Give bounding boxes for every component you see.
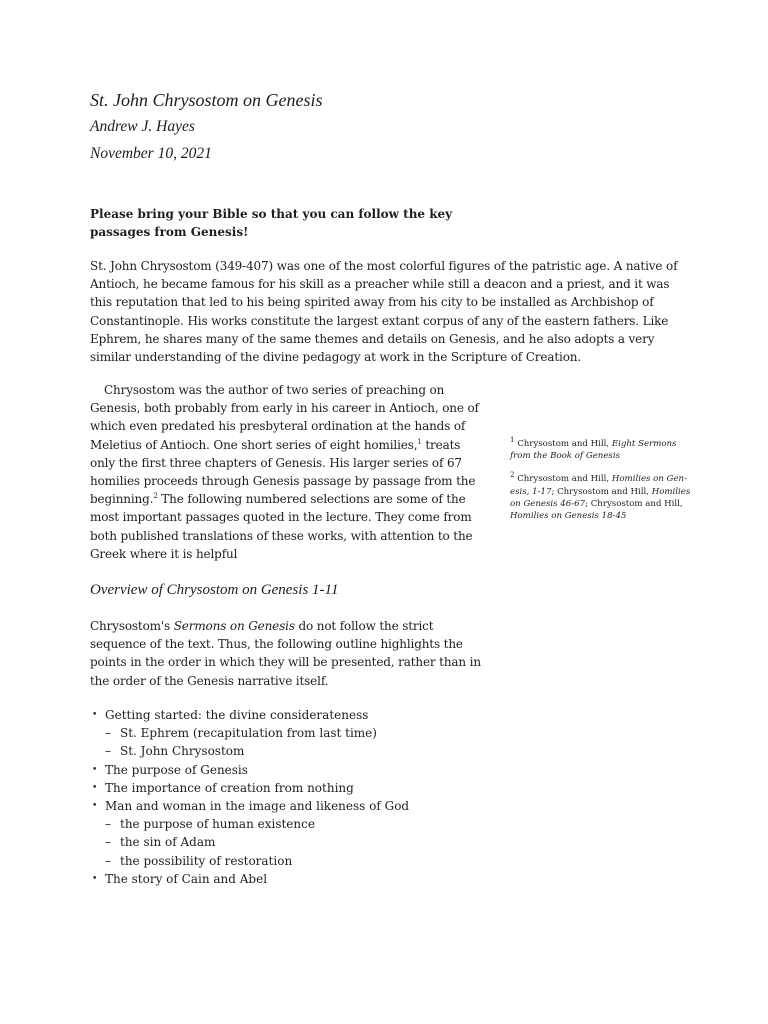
footnote-text: ; Chrysostom and Hill,	[551, 486, 652, 497]
bullet-icon: •	[92, 873, 98, 884]
outline-item-text: the possibility of restoration	[120, 853, 293, 868]
footnote-ref-1[interactable]: 1	[417, 437, 422, 446]
outline-subitem	[90, 833, 510, 851]
outline-item-text: The importance of creation from nothing	[105, 780, 354, 795]
outline-item	[90, 706, 510, 724]
outline-item	[90, 779, 510, 797]
paragraph-text: The following numbered selections are some of the most important passages quoted in the lecture. They come from both published translations of these works, with attention to the Greek where it is helpful	[90, 492, 473, 561]
dash-icon: –	[105, 744, 111, 759]
document-date: November 10, 2021	[90, 145, 212, 162]
outline-item-text: The story of Cain and Abel	[105, 871, 268, 886]
footnote-title: Eight Sermons from the Book of Genesis	[510, 439, 677, 462]
paragraph-text: Chrysostom was the author of two series of preaching on Genesis, both probably from early in his career in Antioch, one of which even predated his presbyteral ordination at the hands of Meletius of Antioch. One short series of eight homilies,	[90, 383, 479, 452]
bible-reminder-note: Please bring your Bible so that you can follow the key passages from Genesis!	[90, 207, 453, 240]
outline-item-text: St. Ephrem (recapitulation from last time)	[120, 726, 377, 741]
paragraph-text: do not follow the strict sequence of the text. Thus, the following outline highlights the points in the order in which they will be presented, rather than in the order of the Genesis narrative itself.	[90, 619, 481, 688]
document-title: St. John Chrysostom on Genesis	[90, 90, 323, 110]
footnote-number: 1	[510, 436, 515, 445]
bullet-icon: •	[92, 710, 98, 720]
footnote-2	[510, 473, 695, 522]
bullet-icon: •	[92, 782, 98, 793]
footnote-number: 2	[510, 471, 515, 480]
dash-icon: –	[105, 726, 111, 741]
outline-list	[90, 706, 510, 888]
outline-item	[90, 761, 510, 779]
outline-subitem	[90, 815, 510, 833]
footnote-text: Chrysostom and Hill,	[514, 439, 612, 449]
overview-paragraph	[90, 617, 488, 690]
footnote-ref-2[interactable]: 2	[153, 492, 158, 501]
outline-item-text: St. John Chrysostom	[120, 744, 245, 759]
section-heading: Overview of Chrysostom on Genesis 1-11	[90, 582, 339, 598]
outline-subitem	[90, 852, 510, 870]
preaching-paragraph	[90, 381, 488, 563]
bullet-icon: •	[92, 764, 98, 775]
outline-item-text: the sin of Adam	[120, 835, 216, 850]
outline-item-text: Man and woman in the image and likeness of God	[105, 799, 410, 814]
paragraph-text: treats only the first three chapters of Genesis. His larger series of 67 homilies proceeds through Genesis passage by passage from the beginning.	[90, 437, 476, 507]
dash-icon: –	[105, 853, 111, 868]
outline-item	[90, 870, 510, 888]
outline-subitem	[90, 724, 510, 742]
footnote-title: Homilies on Genesis 46-67	[510, 486, 691, 509]
footnotes-sidebar	[510, 438, 695, 533]
outline-subitem	[90, 742, 510, 760]
footnote-title: Homilies on Gen- esis, 1-17	[510, 474, 687, 497]
outline-item	[90, 797, 510, 815]
dash-icon: –	[105, 817, 111, 832]
work-title: Sermons on Genesis	[173, 619, 295, 633]
intro-paragraph: St. John Chrysostom (349-407) was one of the most colorful figures of the patristic age. A native of Antioch, he became famous for his skill as a preacher while still a deacon and a priest, and it was this reputation that led to his being spirited away from his city to be installed as Archbishop of Constantinople. His works constitute the largest extant corpus of any of the eastern fathers. Like Ephrem, he shares many of the same themes and details on Genesis, and he also adopts a very similar understanding of the divine pedagogy at work in the Scripture of Creation.	[90, 259, 678, 365]
footnote-text: ; Chrysostom and Hill,	[585, 498, 683, 509]
footnote-text: Chrysostom and Hill,	[514, 474, 612, 485]
paragraph-text: Chrysostom's	[90, 619, 174, 633]
outline-item-text: Getting started: the divine considerateness	[105, 708, 369, 722]
document-author: Andrew J. Hayes	[90, 118, 195, 135]
bullet-icon: •	[92, 801, 98, 812]
outline-item-text: The purpose of Genesis	[105, 762, 248, 777]
footnote-title: Homilies on Genesis 18-45	[510, 511, 627, 522]
dash-icon: –	[105, 835, 111, 850]
outline-item-text: the purpose of human existence	[120, 817, 315, 832]
footnote-1	[510, 438, 695, 462]
